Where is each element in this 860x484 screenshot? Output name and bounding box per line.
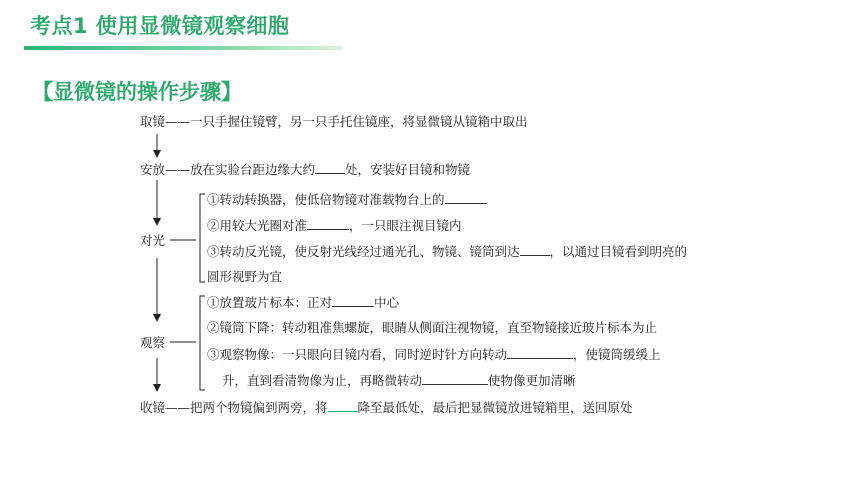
align-item-2 <box>207 217 462 234</box>
arrow-head <box>153 384 161 392</box>
step-store-label: 收镜 <box>140 400 166 415</box>
page-title: 考点1 使用显微镜观察细胞 <box>30 14 290 38</box>
arrow-head <box>153 150 161 158</box>
fill-blank <box>507 346 573 359</box>
align-item-2-text-b: ，一只眼注视目镜内 <box>349 218 462 233</box>
step-align-label: 对光 <box>140 233 166 248</box>
arrow-head <box>153 314 161 322</box>
step-observe-label: 观察 <box>140 335 166 350</box>
align-item-3-text-b: ，以通过目镜看到明亮的 <box>549 244 688 259</box>
align-bracket <box>200 194 205 282</box>
step-place <box>140 161 470 178</box>
fill-blank <box>315 161 345 174</box>
step-place-label: 安放 <box>140 162 166 177</box>
step-store-text-a: ——把两个物镜偏到两旁，将 <box>165 400 328 415</box>
fill-blank <box>332 294 374 307</box>
fill-blank <box>422 372 488 385</box>
observe-item-3-text: ③观察物像：一只眼向目镜内看，同时逆时针方向转动 <box>207 347 508 362</box>
observe-item-2: ②镜筒下降：转动粗准焦螺旋，眼睛从侧面注视物镜，直至物镜接近玻片标本为止 <box>207 320 658 335</box>
observe-item-3-text-c: 升，直到看清物像为止，再略微转动 <box>222 373 423 388</box>
align-item-2-text: ②用较大光圈对准 <box>207 218 308 233</box>
step-take <box>140 114 528 130</box>
section-title: 【显微镜的操作步骤】 <box>32 80 242 104</box>
fill-blank <box>328 399 358 412</box>
align-item-3 <box>207 243 687 260</box>
observe-item-3 <box>207 346 661 363</box>
observe-item-1-text-b: 中心 <box>374 295 400 310</box>
align-item-3-cont: 圆形视野为宜 <box>207 269 283 284</box>
align-item-1 <box>207 191 487 208</box>
step-place-text-b: 处，安装好目镜和物镜 <box>345 162 471 177</box>
align-item-3-text: ③转动反光镜，使反射光线经过通光孔、物镜、镜筒到达 <box>207 244 520 259</box>
fill-blank <box>520 243 550 256</box>
align-item-1-text: ①转动转换器，使低倍物镜对准载物台上的 <box>207 192 445 207</box>
step-take-text: ——一只手握住镜臂，另一只手托住镜座，将显微镜从镜箱中取出 <box>165 114 528 129</box>
observe-item-1 <box>207 294 399 311</box>
step-store <box>140 399 633 416</box>
step-place-text-a: ——放在实验台距边缘大约 <box>165 162 316 177</box>
observe-item-3-text-d: 使物像更加清晰 <box>488 373 576 388</box>
step-store-text-b: 降至最低处，最后把显微镜放进镜箱里，送回原处 <box>357 400 633 415</box>
fill-blank <box>307 217 349 230</box>
step-take-label: 取镜 <box>140 114 166 129</box>
observe-item-1-text: ①放置玻片标本：正对 <box>207 295 333 310</box>
observe-bracket <box>200 296 205 390</box>
observe-item-3-cont <box>222 372 576 389</box>
arrow-head <box>153 218 161 226</box>
observe-item-3-text-b: ，使镜筒缓缓上 <box>573 347 661 362</box>
fill-blank <box>445 191 487 204</box>
